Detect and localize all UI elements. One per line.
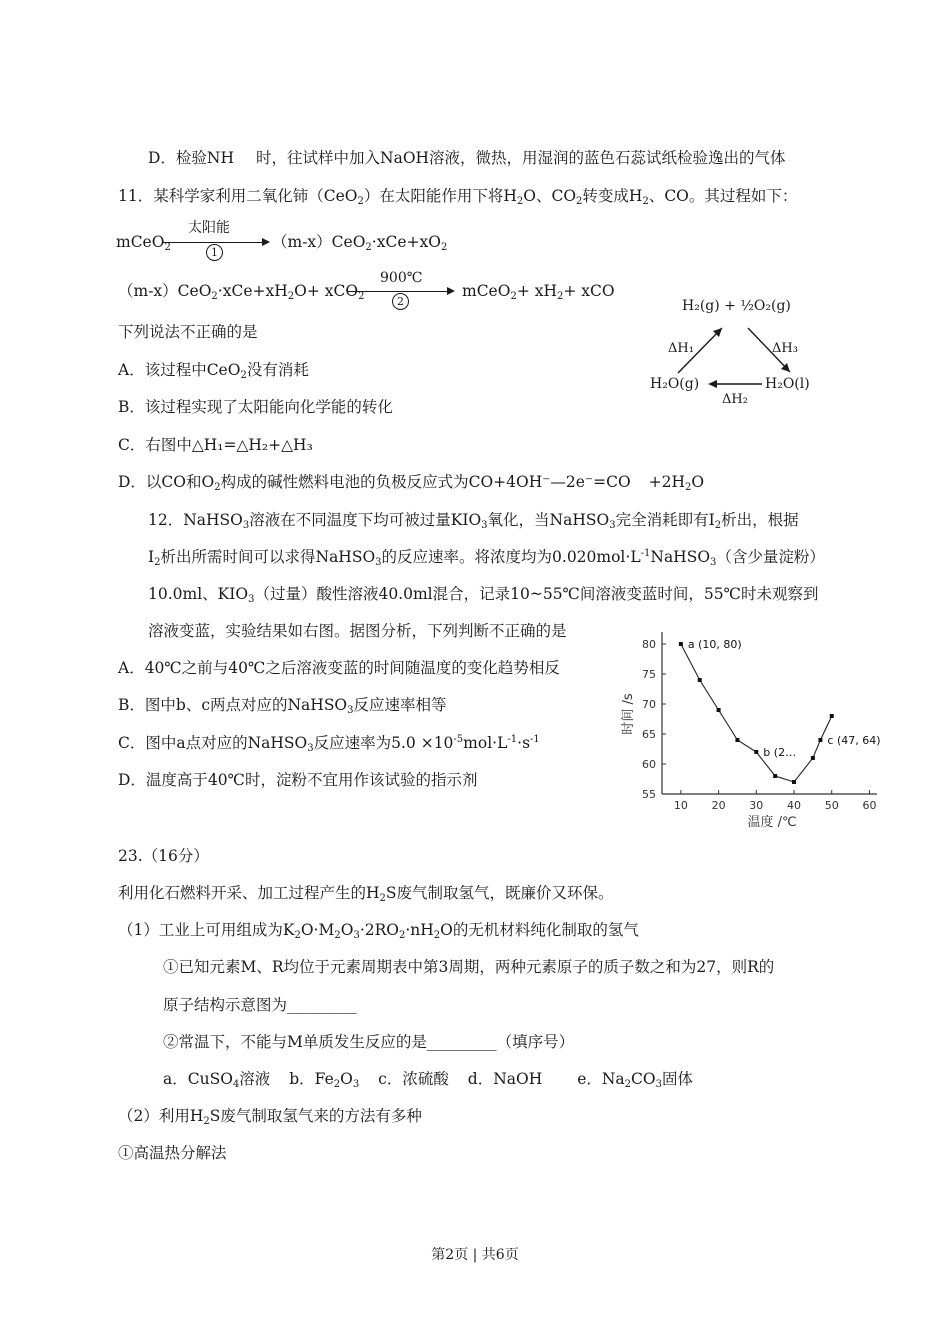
q11-option-c: C．右图中△H₁=△H₂+△H₃ [118, 436, 313, 454]
chart-point [679, 642, 683, 646]
chart-x-tick-label: 10 [673, 799, 688, 812]
q11-stem: 11．某科学家利用二氧化铈（CeO$_2$）在太阳能作用下将$H_2O$、$CO_2$转变成$H_2$、CO。其过程如下： [118, 187, 798, 207]
q11-question: 下列说法不正确的是 [118, 323, 258, 341]
diagram-top-label: H₂(g) + ½O₂(g) [682, 298, 791, 314]
chart-y-tick-label: 75 [642, 668, 656, 681]
q12-option-a: A．40℃之前与40℃之后溶液变蓝的时间随温度的变化趋势相反 [118, 659, 560, 677]
chart-x-axis-label: 温度 /℃ [747, 815, 797, 830]
q11-reaction1-step: 1 [206, 244, 223, 261]
q23-method1: ①高温热分解法 [118, 1144, 227, 1162]
q11-reaction2-condition: 900℃ [380, 270, 423, 286]
temperature-time-chart [612, 622, 882, 832]
enthalpy-diagram [640, 290, 830, 410]
chart-point [754, 750, 758, 754]
chart-point [811, 756, 815, 760]
chart-y-tick-label: 70 [642, 698, 656, 711]
chart-x-tick-label: 30 [749, 799, 764, 812]
q12-option-c: C．图中a点对应的NaHSO$_3$反应速率为$5.0 \times 10^{-5}mol\cdot L^{-1}\cdot s^{-1}$ [118, 734, 540, 754]
q23-intro: 利用化石燃料开采、加工过程产生的$H_2S$废气制取氢气，既廉价又环保。 [118, 884, 614, 904]
chart-point-label: c (47, 64) [827, 734, 881, 747]
q23-part2: （2）利用$H_2S$废气制取氢气来的方法有多种 [118, 1107, 422, 1127]
q11-reaction1-condition: 太阳能 [188, 220, 230, 236]
chart-y-axis-label: 时间 /s [621, 693, 636, 735]
q23-sub1-line1: ①已知元素M、R均位于元素周期表中第3周期，两种元素原子的质子数之和为27，则R的 [163, 958, 775, 976]
chart-y-tick-label: 65 [642, 728, 656, 741]
label-dh3: ΔH₃ [772, 341, 798, 356]
q11-reaction1-left: mCeO$_2$ [116, 233, 171, 253]
chart-y-tick-label: 60 [642, 758, 656, 771]
chart-x-tick-label: 40 [787, 799, 802, 812]
q12-option-d: D．温度高于40℃时，淀粉不宜用作该试验的指示剂 [118, 771, 478, 789]
chart-x-tick-label: 50 [824, 799, 839, 812]
chart-point [792, 780, 796, 784]
q11-reaction1-right: $(m-x)CeO_2\cdot xCe+xO_2$ [272, 233, 448, 253]
q23-sub1-line2: 原子结构示意图为_________ [163, 996, 357, 1014]
q11-option-a: A．该过程中CeO$_2$没有消耗 [118, 361, 309, 381]
chart-point [830, 714, 834, 718]
q11-reaction2-left: $(m-x)CeO_2\cdot xCe+xH_2O+ xCO_2$ [118, 282, 365, 302]
chart-x-tick-label: 60 [862, 799, 877, 812]
chart-point [818, 738, 822, 742]
page-footer: 第2页 | 共6页 [431, 1247, 519, 1263]
q12-line1: 12．NaHSO$_3$溶液在不同温度下均可被过量$KIO_3$氧化，当NaHSO$_3$完全消耗即有$I_2$析出，根据 [148, 511, 799, 531]
diagram-left-label: H₂O(g) [650, 376, 700, 392]
chart-point [773, 774, 777, 778]
label-dh2: ΔH₂ [722, 392, 748, 407]
q23-header: 23.（16分） [118, 847, 209, 865]
q12-line2: $I_2$析出所需时间可以求得NaHSO$_3$的反应速率。将浓度均为$0.020mol\cdot L^{-1}NaHSO_3$（含少量淀粉） [148, 548, 825, 568]
q23-sub2: ②常温下，不能与M单质发生反应的是_________（填序号） [163, 1033, 575, 1051]
q12-option-b: B．图中b、c两点对应的NaHSO$_3$反应速率相等 [118, 696, 447, 716]
chart-x-tick-label: 20 [711, 799, 726, 812]
chart-point-label: a (10, 80) [687, 638, 742, 651]
diagram-right-label: H₂O(l) [765, 376, 810, 392]
q12-line3: 10.0ml、$KIO_3$（过量）酸性溶液40.0ml混合，记录10~55℃间溶液变蓝时间，55℃时未观察到 [148, 585, 819, 605]
chart-point [735, 738, 739, 742]
q11-option-b: B．该过程实现了太阳能向化学能的转化 [118, 398, 393, 416]
q23-options: a．CuSO$_4$溶液 b．$Fe_2O_3$ c．浓硫酸 d．NaOH e．$Na_2CO_3$固体 [163, 1070, 694, 1090]
chart-series-line [681, 644, 832, 782]
chart-y-tick-label: 55 [642, 788, 656, 801]
q11-option-d: D．以CO和$O_2$构成的碱性燃料电池的负极反应式为CO+4OH⁻—2e⁻=CO $+2H_2O$ [118, 473, 705, 493]
q11-reaction2-right: mCeO$_2$+ $xH_2+$ xCO [462, 282, 615, 302]
chart-point [717, 708, 721, 712]
chart-point [698, 678, 702, 682]
q11-reaction2-step: 2 [392, 293, 409, 310]
chart-y-tick-label: 80 [642, 638, 656, 651]
q12-line4: 溶液变蓝，实验结果如右图。据图分析，下列判断不正确的是 [148, 622, 567, 640]
label-dh1: ΔH₁ [668, 341, 694, 356]
chart-point-label: b (2… [763, 746, 797, 759]
q10-option-d: D．检验NH 时，往试样中加入NaOH溶液，微热，用湿润的蓝色石蕊试纸检验逸出的气体 [148, 149, 786, 167]
q23-part1: （1）工业上可用组成为$K_2O\cdot M_2O_3\cdot 2RO_2\cdot nH_2O$的无机材料纯化制取的氢气 [118, 921, 639, 941]
